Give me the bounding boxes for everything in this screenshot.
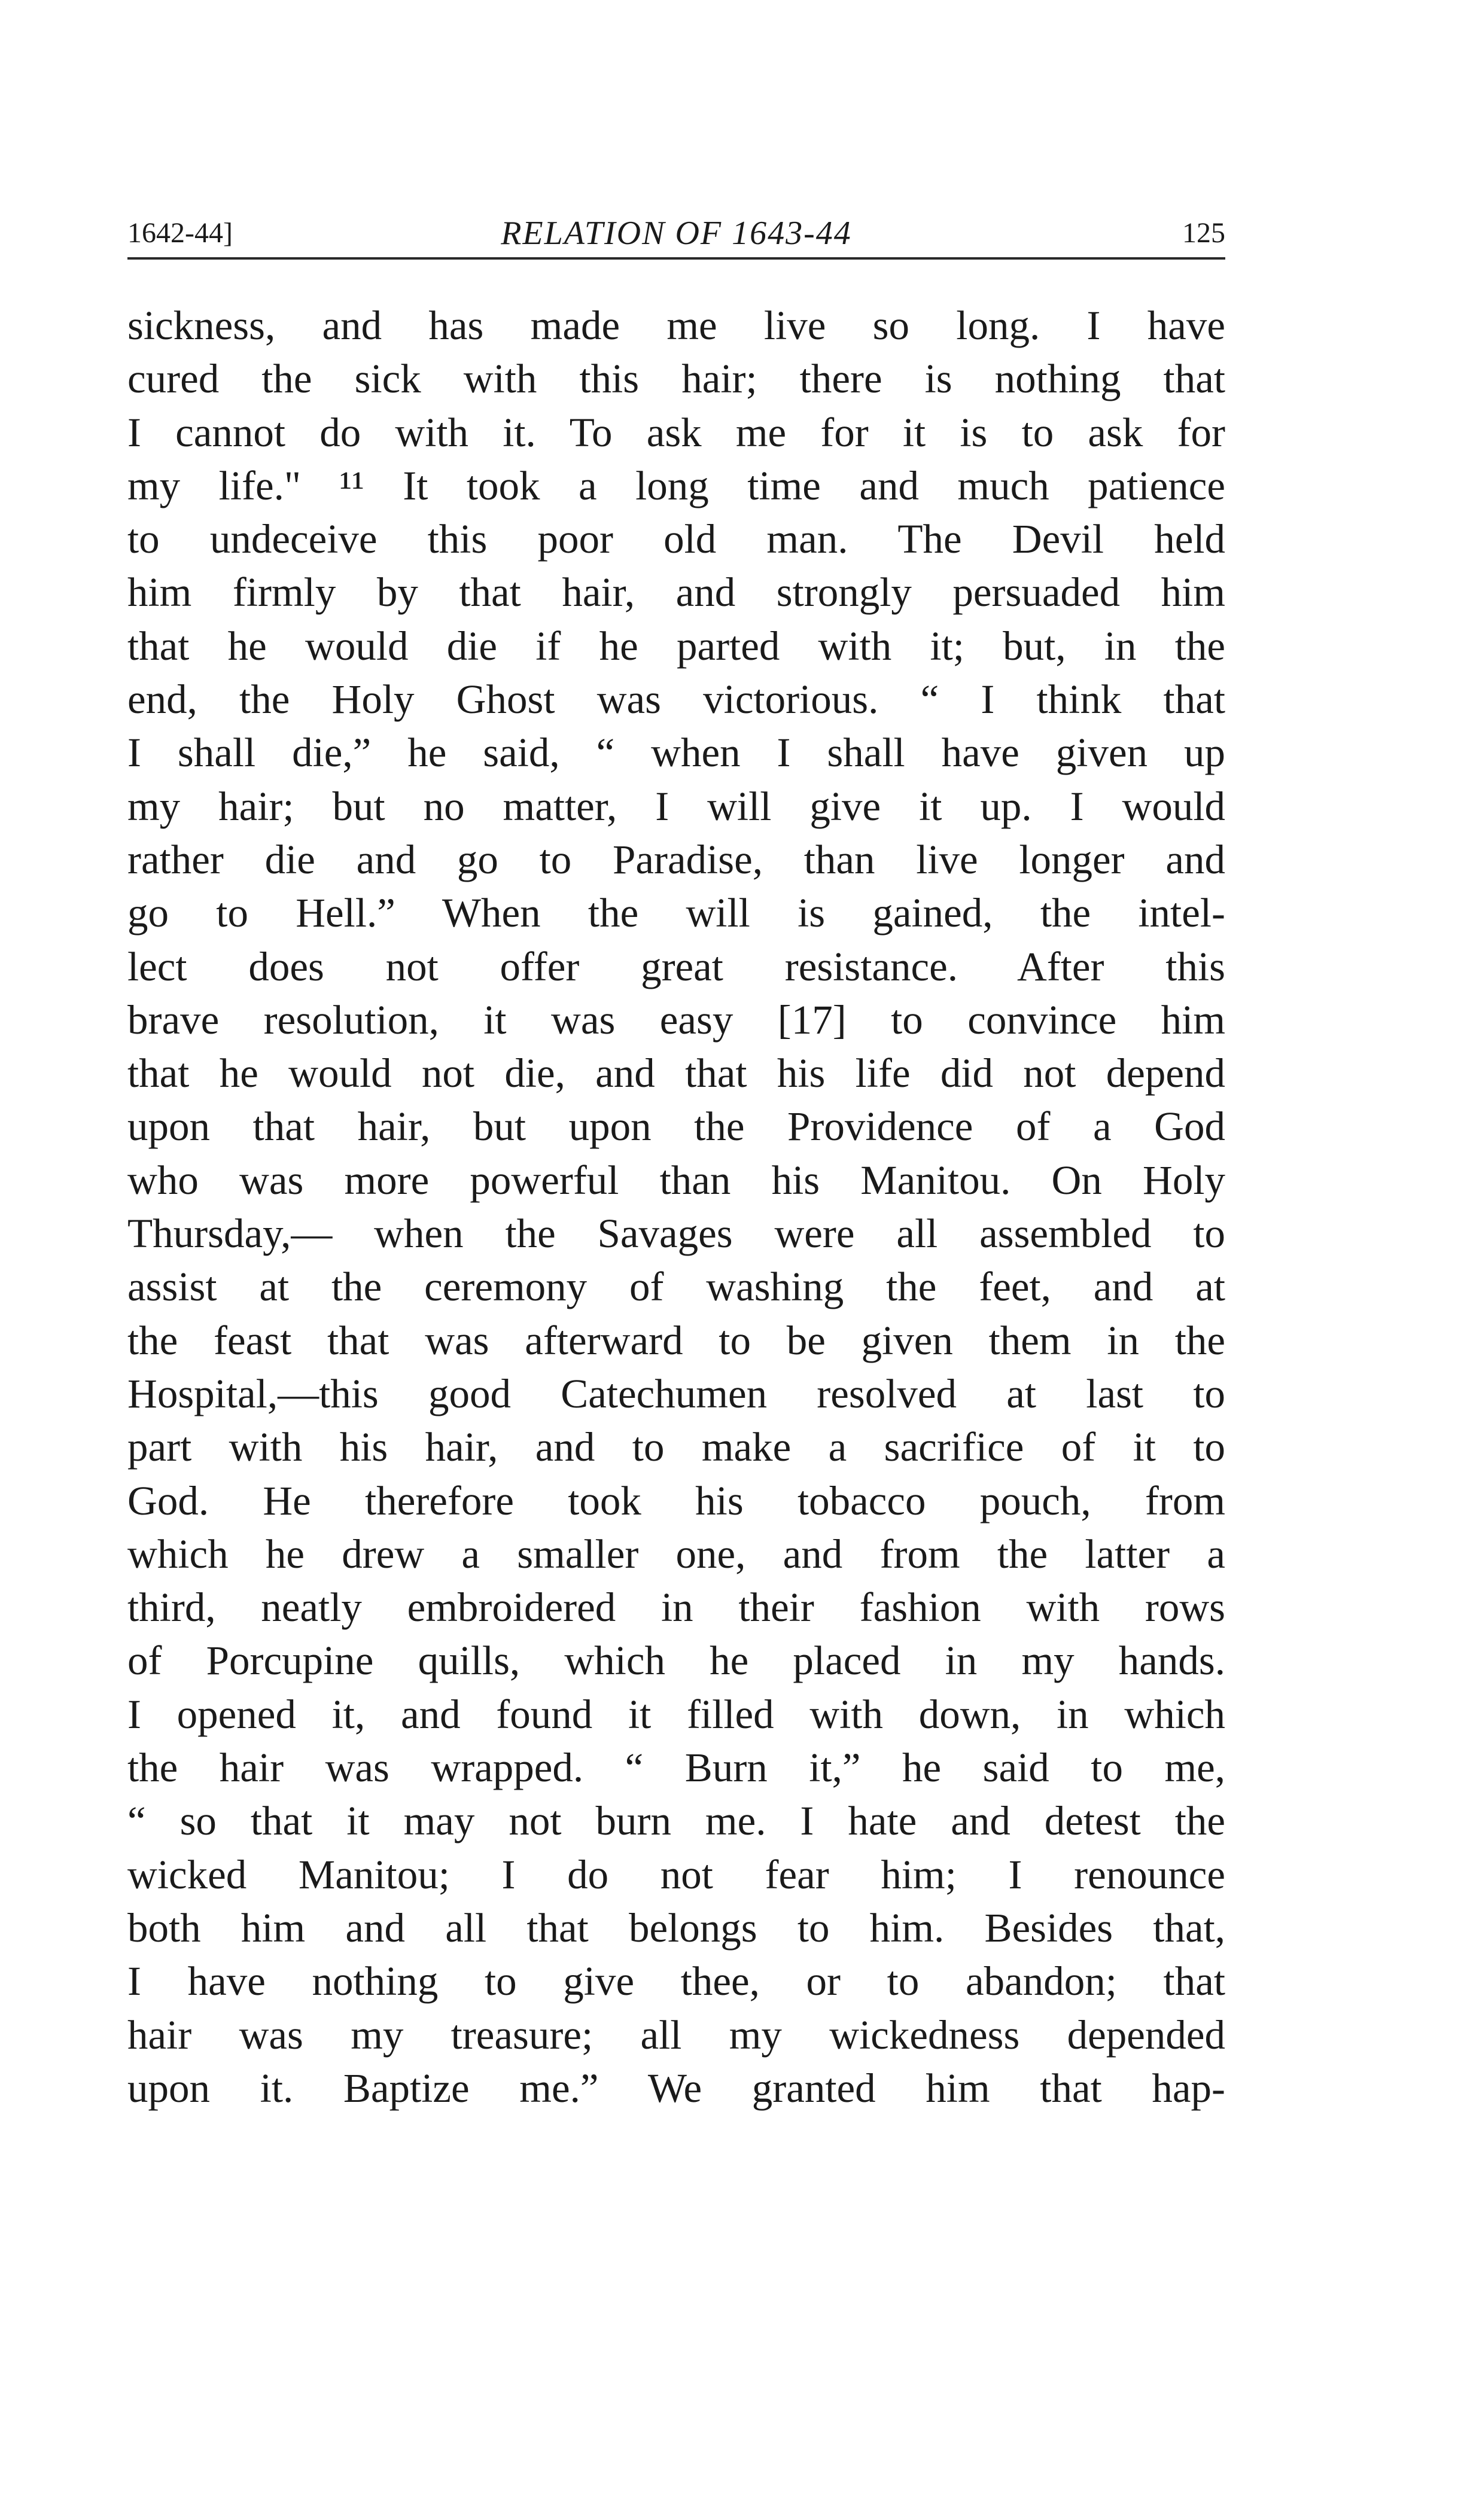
text-line: Thursday,— when the Savages were all assembled to xyxy=(127,1211,1225,1257)
running-header xyxy=(127,209,1225,260)
text-line: upon it. Baptize me.” We granted him that hap- xyxy=(127,2065,1225,2111)
text-line: the hair was wrapped. “ Burn it,” he said to me, xyxy=(127,1745,1225,1791)
text-line: I shall die,” he said, “ when I shall have given up xyxy=(127,730,1225,776)
text-line: wicked Manitou; I do not fear him; I renounce xyxy=(127,1851,1225,1897)
text-line: which he drew a smaller one, and from the latter a xyxy=(127,1531,1225,1577)
text-line: I have nothing to give thee, or to abandon; that xyxy=(127,1958,1225,2004)
text-line: who was more powerful than his Manitou. On Holy xyxy=(127,1157,1225,1203)
body-text xyxy=(127,299,1225,2115)
text-line: lect does not offer great resistance. After this xyxy=(127,943,1225,989)
text-line: rather die and go to Paradise, than live longer and xyxy=(127,836,1225,882)
text-line: part with his hair, and to make a sacrifice of it to xyxy=(127,1424,1225,1470)
text-line: that he would not die, and that his life did not depend xyxy=(127,1050,1225,1096)
text-line: God. He therefore took his tobacco pouch, from xyxy=(127,1477,1225,1523)
header-year-range: 1642-44] xyxy=(127,217,233,249)
text-line: hair was my treasure; all my wickedness depended xyxy=(127,2012,1225,2058)
text-line: end, the Holy Ghost was victorious. “ I think that xyxy=(127,677,1225,723)
text-line: him firmly by that hair, and strongly persuaded him xyxy=(127,569,1225,615)
text-line: my life." ¹¹ It took a long time and much patience xyxy=(127,462,1225,508)
text-line: “ so that it may not burn me. I hate and detest the xyxy=(127,1798,1225,1844)
text-line: to undeceive this poor old man. The Devil held xyxy=(127,516,1225,562)
text-line: go to Hell.” When the will is gained, the intel- xyxy=(127,890,1225,936)
text-line: that he would die if he parted with it; but, in the xyxy=(127,623,1225,669)
text-line: third, neatly embroidered in their fashion with rows xyxy=(127,1584,1225,1631)
header-title: RELATION OF 1643-44 xyxy=(501,215,852,252)
text-line: assist at the ceremony of washing the feet, and at xyxy=(127,1264,1225,1310)
text-line: sickness, and has made me live so long. I have xyxy=(127,303,1225,348)
text-line: upon that hair, but upon the Providence of a God xyxy=(127,1104,1225,1150)
text-line: Hospital,—this good Catechumen resolved at last to xyxy=(127,1370,1225,1416)
text-line: both him and all that belongs to him. Besides that, xyxy=(127,1905,1225,1951)
text-line: the feast that was afterward to be given them in the xyxy=(127,1317,1225,1363)
text-line: cured the sick with this hair; there is nothing that xyxy=(127,356,1225,402)
text-line: of Porcupine quills, which he placed in my hands. xyxy=(127,1638,1225,1684)
text-line: brave resolution, it was easy [17] to convince him xyxy=(127,997,1225,1043)
text-line: my hair; but no matter, I will give it up. I would xyxy=(127,783,1225,829)
text-line: I opened it, and found it filled with down, in which xyxy=(127,1691,1225,1737)
page-number: 125 xyxy=(1182,217,1225,249)
text-line: I cannot do with it. To ask me for it is to ask for xyxy=(127,409,1225,455)
